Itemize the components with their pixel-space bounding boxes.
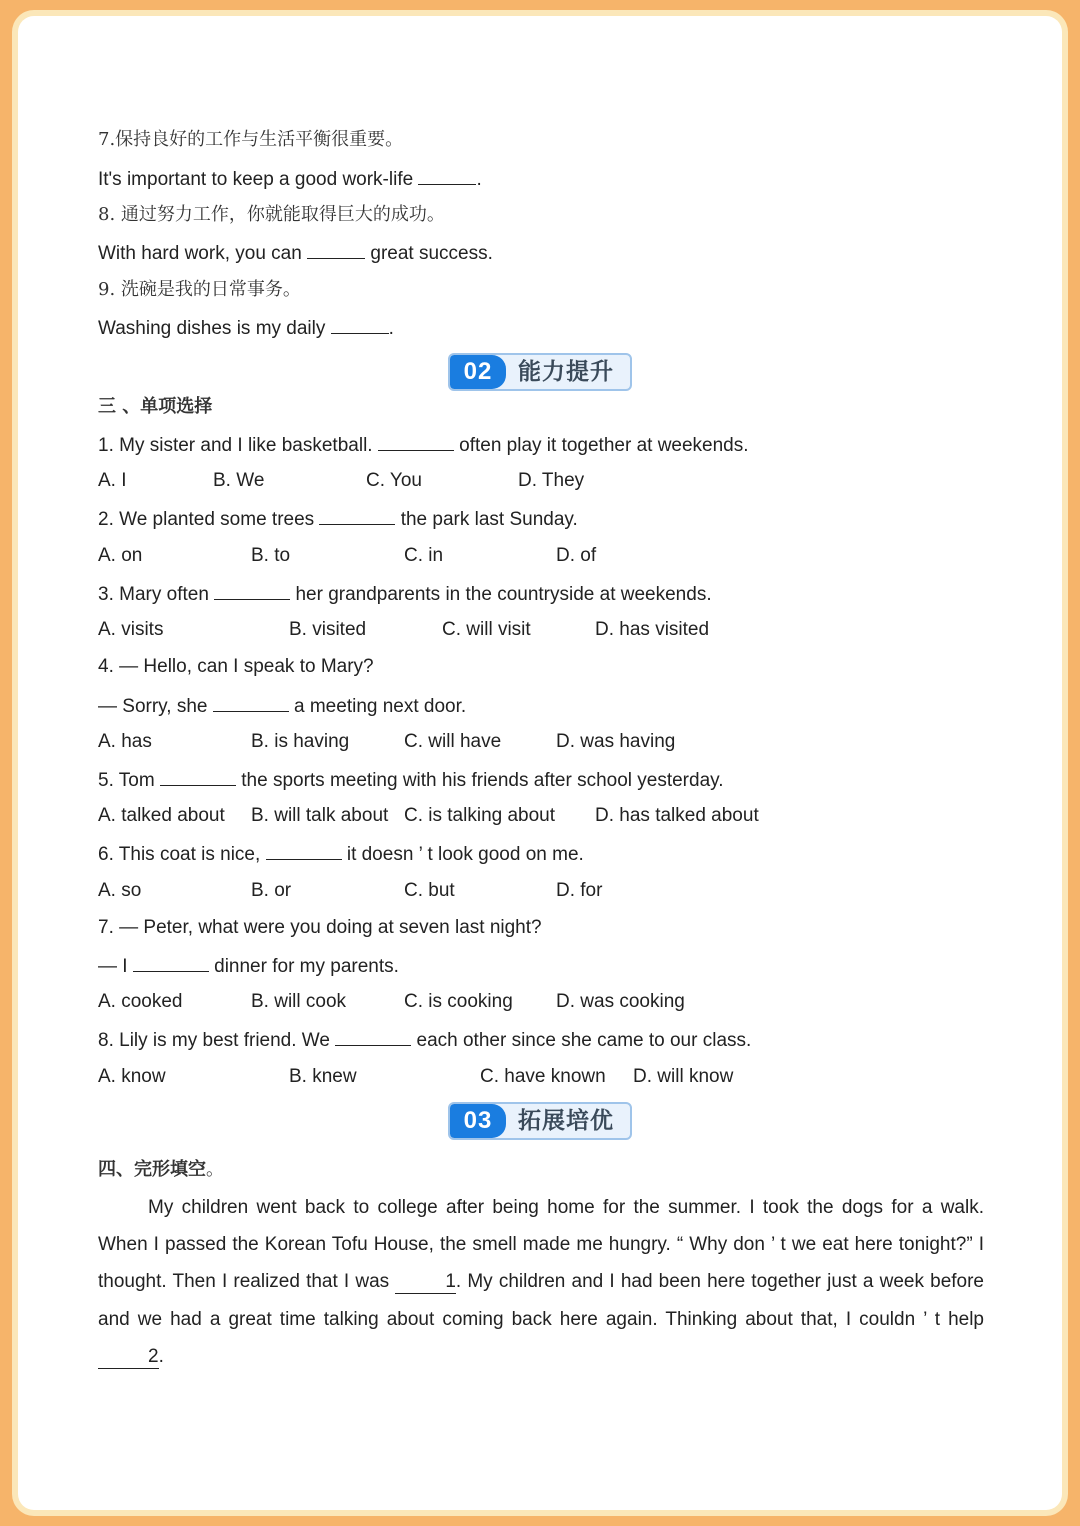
cloze-blank-1[interactable]: 1 bbox=[395, 1271, 456, 1294]
option-b[interactable]: B. will cook bbox=[251, 991, 347, 1012]
option-c[interactable]: C. is cooking bbox=[404, 991, 513, 1012]
question-4-reply: — Sorry, she a meeting next door. bbox=[98, 691, 466, 721]
section-badge-03 bbox=[448, 1102, 632, 1140]
question-1: 1. My sister and I like basketball. often play it together at weekends. bbox=[98, 430, 749, 460]
option-b[interactable]: B. We bbox=[213, 470, 265, 491]
badge-title: 拓展培优 bbox=[518, 1108, 614, 1134]
option-a[interactable]: A. talked about bbox=[98, 805, 225, 826]
translation-7-zh: 7.保持良好的工作与生活平衡很重要。 bbox=[98, 129, 404, 150]
option-b[interactable]: B. is having bbox=[251, 731, 350, 752]
option-b[interactable]: B. visited bbox=[289, 619, 367, 640]
answer-blank[interactable] bbox=[331, 313, 389, 334]
section-3-title: 三 、单项选择 bbox=[98, 396, 213, 417]
option-d[interactable]: D. They bbox=[518, 470, 585, 491]
option-b[interactable]: B. knew bbox=[289, 1066, 357, 1087]
translation-8-en: With hard work, you can great success. bbox=[98, 238, 493, 268]
option-d[interactable]: D. will know bbox=[633, 1066, 734, 1087]
badge-number: 02 bbox=[450, 355, 506, 389]
option-a[interactable]: A. on bbox=[98, 545, 143, 566]
translation-7-en: It's important to keep a good work-life . bbox=[98, 164, 482, 194]
option-d[interactable]: D. has talked about bbox=[595, 805, 759, 826]
answer-blank[interactable] bbox=[266, 839, 342, 860]
option-a[interactable]: A. cooked bbox=[98, 991, 183, 1012]
answer-blank[interactable] bbox=[335, 1025, 411, 1046]
translation-9-en: Washing dishes is my daily . bbox=[98, 313, 394, 343]
section-badge-02 bbox=[448, 353, 632, 391]
answer-blank[interactable] bbox=[160, 765, 236, 786]
option-c[interactable]: C. but bbox=[404, 880, 455, 901]
option-c[interactable]: C. will visit bbox=[442, 619, 531, 640]
option-a[interactable]: A. so bbox=[98, 880, 142, 901]
question-3: 3. Mary often her grandparents in the countryside at weekends. bbox=[98, 579, 712, 609]
option-a[interactable]: A. has bbox=[98, 731, 152, 752]
cloze-passage: My children went back to college after being home for the summer. I took the dogs for a walk. When I passed the Korean Tofu House, the smell made me hungry. “ Why don ’ t we eat here tonight?” I thought. Then I realized that I was 1. My children and I had been here together just a week before and we had a great time talking about coming back here again. Thinking about that, I couldn ’ t help 2. bbox=[98, 1197, 985, 1367]
translation-9-zh: 9. 洗碗是我的日常事务。 bbox=[98, 279, 301, 300]
badge-number: 03 bbox=[450, 1104, 506, 1138]
cloze-blank-2[interactable]: 2 bbox=[98, 1346, 159, 1369]
answer-blank[interactable] bbox=[418, 164, 476, 185]
badge-title: 能力提升 bbox=[518, 359, 614, 385]
option-a[interactable]: A. know bbox=[98, 1066, 166, 1087]
answer-blank[interactable] bbox=[319, 504, 395, 525]
answer-blank[interactable] bbox=[214, 579, 290, 600]
question-2: 2. We planted some trees the park last Sunday. bbox=[98, 504, 578, 534]
question-4: 4. — Hello, can I speak to Mary? bbox=[98, 656, 374, 677]
answer-blank[interactable] bbox=[378, 430, 454, 451]
option-b[interactable]: B. or bbox=[251, 880, 292, 901]
question-5: 5. Tom the sports meeting with his friends after school yesterday. bbox=[98, 765, 724, 795]
option-c[interactable]: C. have known bbox=[480, 1066, 606, 1087]
section-4-title: 四、完形填空。 bbox=[98, 1159, 224, 1180]
question-6: 6. This coat is nice, it doesn ’ t look good on me. bbox=[98, 839, 584, 869]
option-c[interactable]: C. will have bbox=[404, 731, 502, 752]
option-d[interactable]: D. has visited bbox=[595, 619, 710, 640]
option-b[interactable]: B. to bbox=[251, 545, 291, 566]
option-a[interactable]: A. I bbox=[98, 470, 127, 491]
translation-8-zh: 8. 通过努力工作，你就能取得巨大的成功。 bbox=[98, 204, 445, 225]
answer-blank[interactable] bbox=[213, 691, 289, 712]
option-d[interactable]: D. was having bbox=[556, 731, 676, 752]
option-b[interactable]: B. will talk about bbox=[251, 805, 389, 826]
option-d[interactable]: D. for bbox=[556, 880, 603, 901]
option-c[interactable]: C. is talking about bbox=[404, 805, 556, 826]
option-a[interactable]: A. visits bbox=[98, 619, 164, 640]
option-c[interactable]: C. in bbox=[404, 545, 444, 566]
option-d[interactable]: D. of bbox=[556, 545, 597, 566]
question-8: 8. Lily is my best friend. We each other since she came to our class. bbox=[98, 1025, 751, 1055]
question-7-reply: — I dinner for my parents. bbox=[98, 951, 399, 981]
option-d[interactable]: D. was cooking bbox=[556, 991, 685, 1012]
option-c[interactable]: C. You bbox=[366, 470, 422, 491]
question-7: 7. — Peter, what were you doing at seven last night? bbox=[98, 917, 542, 938]
answer-blank[interactable] bbox=[307, 238, 365, 259]
answer-blank[interactable] bbox=[133, 951, 209, 972]
